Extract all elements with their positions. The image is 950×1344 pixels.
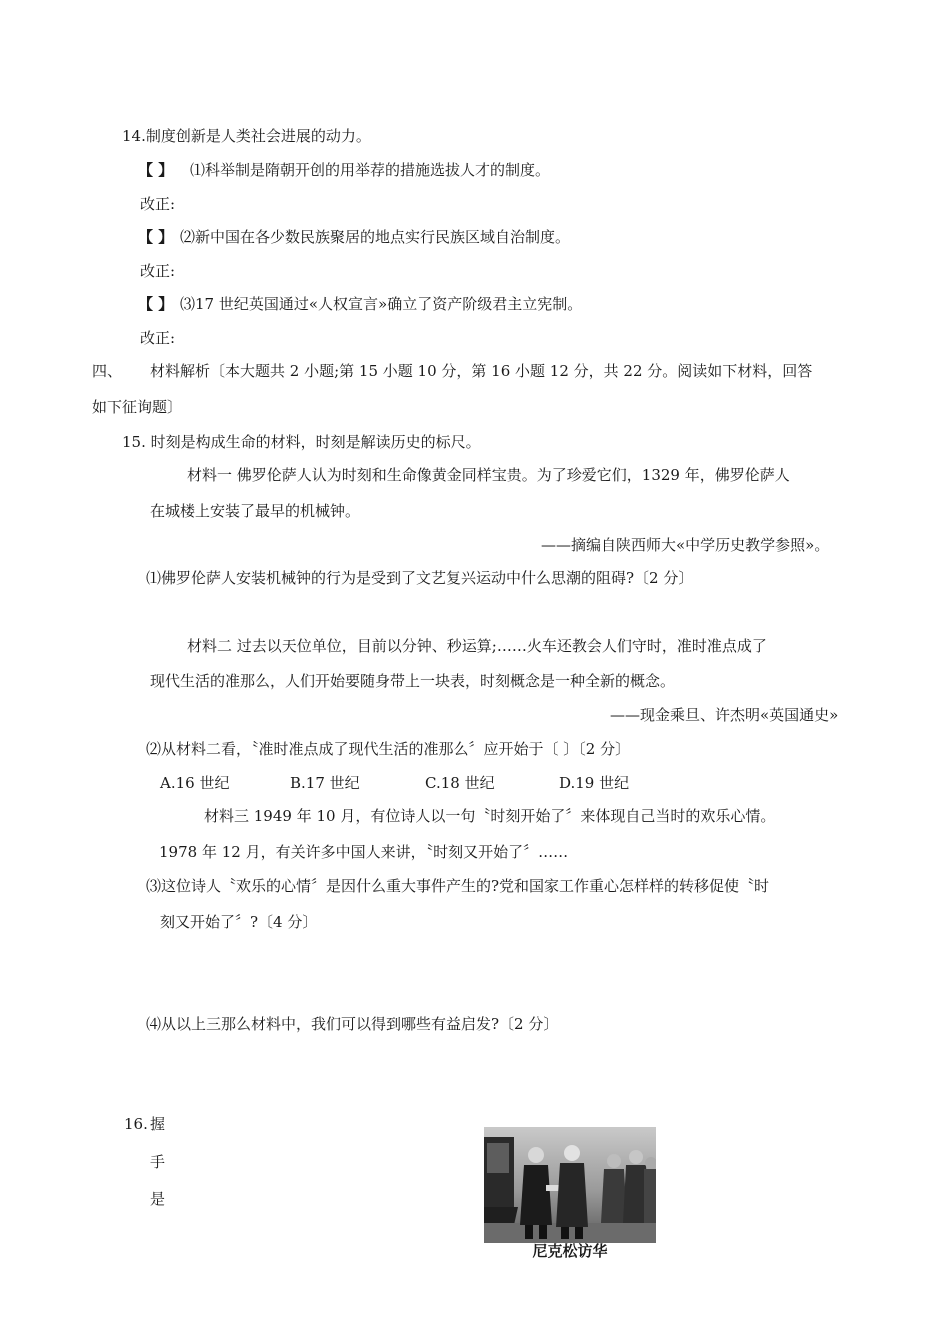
section4-heading: 材料解析〔本大题共 2 小题;第 15 小题 10 分，第 16 小题 12 分，共 22 分。阅读如下材料，回答 bbox=[150, 362, 813, 380]
q15-title: 15. 时刻是构成生命的材料，时刻是解读历史的标尺。 bbox=[122, 433, 481, 451]
q15-material3-cont: 1978 年 12 月，有关许多中国人来讲，〝时刻又开始了〞…… bbox=[159, 843, 569, 861]
q14-item2-text: ⑵新中国在各少数民族聚居的地点实行民族区域自治制度。 bbox=[180, 228, 571, 246]
q15-option-b: B.17 世纪 bbox=[290, 774, 360, 792]
section4-number: 四、 bbox=[92, 362, 123, 380]
q15-material3: 材料三 1949 年 10 月，有位诗人以一句〝时刻开始了〞来体现自己当时的欢乐心情。 bbox=[204, 807, 776, 825]
q16-char-3: 是 bbox=[150, 1190, 166, 1208]
q14-item2-correction: 改正: bbox=[140, 262, 176, 280]
q14-item3-correction: 改正: bbox=[140, 329, 176, 347]
q16-char-1: 握 bbox=[150, 1115, 166, 1133]
q14-item1-bracket: 【 】 bbox=[138, 161, 174, 179]
q15-question3: ⑶这位诗人〝欢乐的心情〞是因什么重大事件产生的?党和国家工作重心怎样样的转移促使〝时 bbox=[146, 877, 770, 895]
photo-caption: 尼克松访华 bbox=[532, 1242, 608, 1260]
q14-item3-text: ⑶17 世纪英国通过«人权宣言»确立了资产阶级君主立宪制。 bbox=[180, 295, 583, 313]
q15-question4: ⑷从以上三那么材料中，我们可以得到哪些有益启发?〔2 分〕 bbox=[146, 1015, 559, 1033]
q14-item3-bracket: 【 】 bbox=[138, 295, 174, 313]
q14-item1-text: ⑴科举制是隋朝开创的用举荐的措施选拔人才的制度。 bbox=[190, 161, 551, 179]
section4-heading-cont: 如下征询题〕 bbox=[92, 398, 183, 416]
q15-material2: 材料二 过去以天位单位，目前以分钟、秒运算;……火车还教会人们守时，准时准点成了 bbox=[187, 637, 767, 655]
q14-item1-correction: 改正: bbox=[140, 195, 176, 213]
q15-material2-source: ——现金乘旦、许杰明«英国通史» bbox=[610, 706, 839, 724]
q15-material1-source: ——摘编自陕西师大«中学历史教学参照»。 bbox=[541, 536, 830, 554]
q15-material1: 材料一 佛罗伦萨人认为时刻和生命像黄金同样宝贵。为了珍爱它们，1329 年，佛罗伦萨人 bbox=[187, 466, 790, 484]
q15-option-d: D.19 世纪 bbox=[559, 774, 630, 792]
q15-option-a: A.16 世纪 bbox=[160, 774, 230, 792]
q15-material2-cont: 现代生活的准那么，人们开始要随身带上一块表，时刻概念是一种全新的概念。 bbox=[150, 672, 676, 690]
q15-question3-cont: 刻又开始了〞?〔4 分〕 bbox=[160, 913, 318, 931]
q14-title: 14.制度创新是人类社会进展的动力。 bbox=[122, 127, 371, 145]
q14-item2-bracket: 【 】 bbox=[138, 228, 174, 246]
q15-question2: ⑵从材料二看，〝准时准点成了现代生活的准那么〞应开始于〔 〕〔2 分〕 bbox=[146, 740, 631, 758]
q15-question1: ⑴佛罗伦萨人安装机械钟的行为是受到了文艺复兴运动中什么思潮的阻碍?〔2 分〕 bbox=[146, 569, 694, 587]
q15-material1-cont: 在城楼上安装了最早的机械钟。 bbox=[150, 502, 361, 520]
q16-char-2: 手 bbox=[150, 1153, 166, 1171]
q16-number: 16. bbox=[124, 1115, 148, 1133]
nixon-visit-photo bbox=[484, 1127, 656, 1243]
q15-option-c: C.18 世纪 bbox=[425, 774, 495, 792]
